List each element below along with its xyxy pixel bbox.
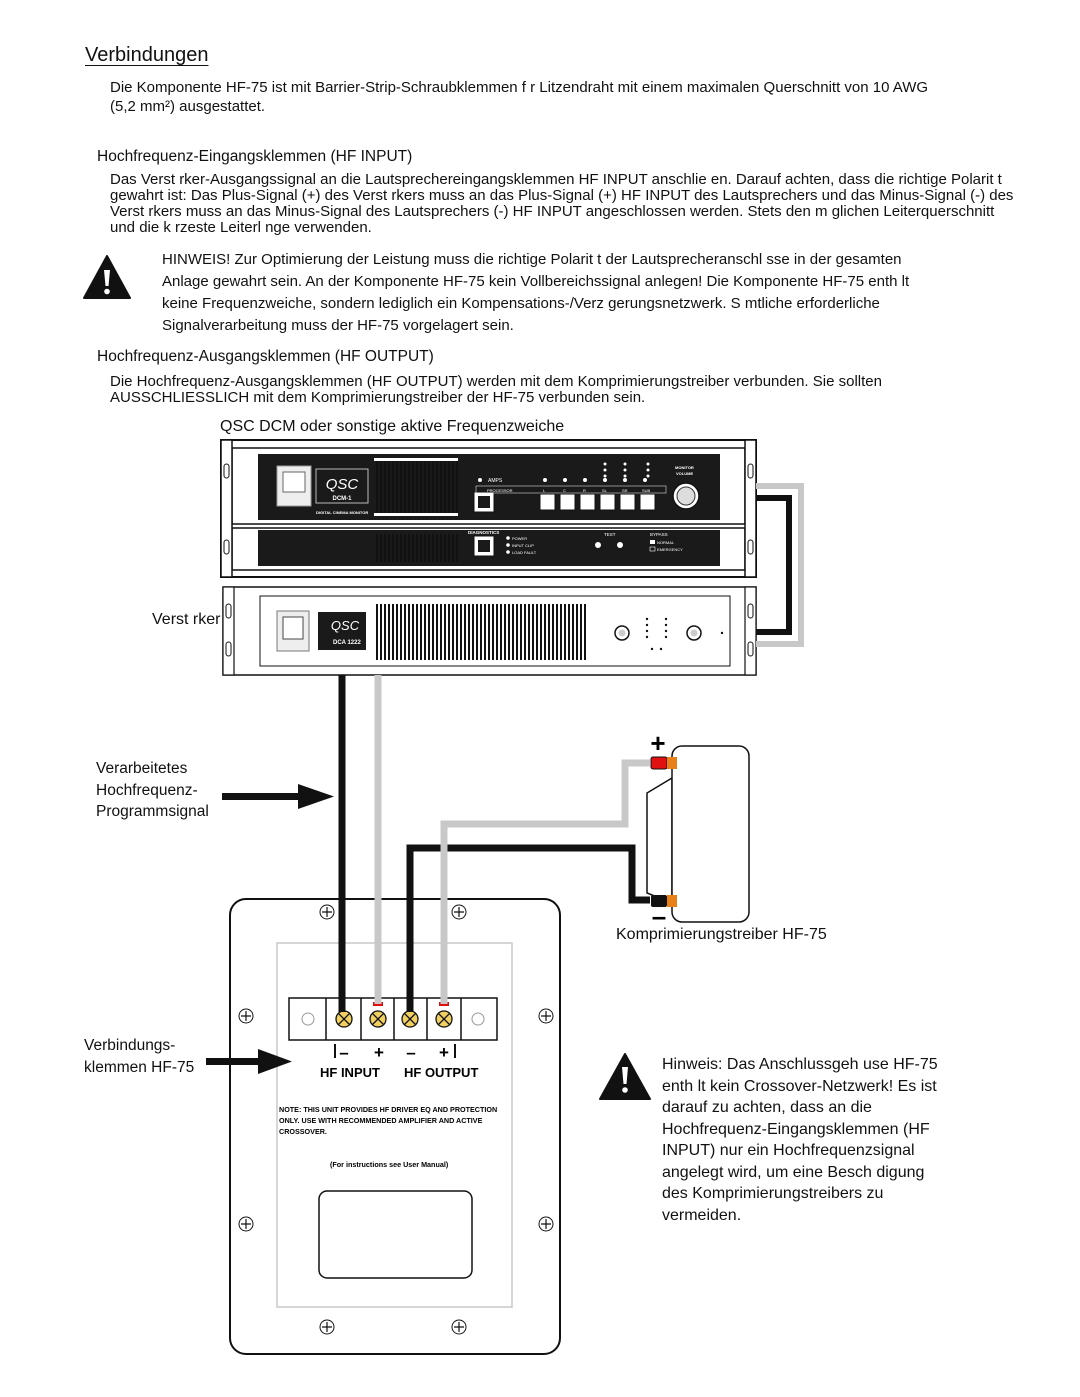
intro-line-2: (5,2 mm²) ausgestattet. <box>110 98 266 115</box>
side-note-line: des Komprimierungstreibers zu <box>662 1185 884 1202</box>
channel-label: SUB <box>642 488 651 493</box>
hf75-plate <box>230 899 560 1354</box>
side-note-line: INPUT) nur ein Hochfrequenzsignal <box>662 1142 915 1159</box>
warning-icon <box>600 1054 650 1099</box>
intro-line-1: Die Komponente HF-75 ist mit Barrier-Strip-Schraubklemmen f r Litzendraht mit einem maximalen Querschnitt von 10 AWG <box>110 79 929 96</box>
processor-processor-label: PROCESSOR <box>487 488 513 493</box>
side-note-line: Hochfrequenz-Eingangsklemmen (HF <box>662 1121 930 1138</box>
hf-output-plate-label: HF OUTPUT <box>404 1065 479 1080</box>
signal-label-line: Hochfrequenz- <box>96 782 198 799</box>
terminals-label-line: klemmen HF-75 <box>84 1059 195 1076</box>
compression-driver <box>647 746 749 922</box>
terminals-label-line: Verbindungs- <box>84 1037 176 1054</box>
channel-label: R <box>583 488 586 493</box>
processor-amps-label: AMPS <box>488 478 503 484</box>
hf-input-line: Das Verst rker-Ausgangssignal an die Lautsprechereingangsklemmen HF INPUT anschlie en. Darauf achten, dass die richtige Polarit t <box>110 171 1002 188</box>
side-note-line: angelegt wird, um eine Besch digung <box>662 1164 925 1181</box>
driver-minus-sign: – <box>651 901 667 931</box>
side-note-line: Hinweis: Das Anschlussgeh use HF-75 <box>662 1056 938 1073</box>
page-title: Verbindungen <box>85 44 209 66</box>
hf-input-minus: – <box>339 1043 349 1062</box>
channel-label: C <box>563 488 566 493</box>
processor-unit <box>221 440 756 577</box>
channel-label: L <box>543 488 546 493</box>
diag-item: LOAD FAULT <box>512 550 537 555</box>
signal-label-line: Programmsignal <box>96 803 209 820</box>
hf-input-line: gewahrt ist: Das Plus-Signal (+) des Verst rkers muss an das Plus-Signal (+) HF INPUT des Lautsprechers und das Minus-Signal (-) des <box>110 187 1014 204</box>
processor-subtitle: DIGITAL CINEMA MONITOR <box>316 510 369 515</box>
diag-item: INPUT CLIP <box>512 543 534 548</box>
processor-brand: QSC <box>325 476 359 493</box>
warning-note-line: Anlage gewahrt sein. An der Komponente HF-75 kein Vollbereichssignal anlegen! Die Komponente HF-75 enth lt <box>162 273 910 290</box>
hf-input-line: und die k rzeste Leiterl nge verwenden. <box>110 219 372 236</box>
hf-input-plus: + <box>374 1043 384 1062</box>
warning-note-line: keine Frequenzweiche, sondern lediglich ein Kompensations-/Verz gerungsnetzwerk. S mtliche erforderliche <box>162 295 880 312</box>
side-note-line: enth lt kein Crossover-Netzwerk! Es ist <box>662 1078 937 1095</box>
amplifier-label: Verst rker <box>152 611 221 628</box>
processor-caption: QSC DCM oder sonstige aktive Frequenzweiche <box>220 418 565 435</box>
plate-note-line: NOTE: THIS UNIT PROVIDES HF DRIVER EQ AND PROTECTION <box>279 1105 498 1114</box>
amplifier-brand: QSC <box>330 618 360 633</box>
diagnostics-label: DIAGNOSTICS <box>468 530 500 535</box>
channel-label: SR <box>622 488 628 493</box>
bypass-label: BYPASS <box>650 532 668 537</box>
signal-arrow <box>222 784 334 809</box>
warning-note-line: Signalverarbeitung muss der HF-75 vorgelagert sein. <box>162 317 514 334</box>
processor-model: DCM-1 <box>332 496 352 502</box>
plate-instructions: (For instructions see User Manual) <box>330 1160 449 1169</box>
hf-output-line: Die Hochfrequenz-Ausgangsklemmen (HF OUTPUT) werden mit dem Komprimierungstreiber verbunden. Sie sollten <box>110 373 882 390</box>
monitor-label: MONITOR <box>675 465 694 470</box>
test-label: TEST <box>604 532 616 537</box>
hf-output-heading: Hochfrequenz-Ausgangsklemmen (HF OUTPUT) <box>97 348 434 365</box>
amplifier-model: DCA 1222 <box>333 640 361 646</box>
hf-input-plate-label: HF INPUT <box>320 1065 380 1080</box>
driver-plus-sign: + <box>650 728 666 758</box>
side-note-line: darauf zu achten, dass an die <box>662 1099 872 1116</box>
signal-label-line: Verarbeitetes <box>96 760 188 777</box>
hf-input-heading: Hochfrequenz-Eingangsklemmen (HF INPUT) <box>97 148 413 165</box>
plate-note-line: CROSSOVER. <box>279 1127 327 1136</box>
hf-output-line: AUSSCHLIESSLICH mit dem Komprimierungstreiber der HF-75 verbunden sein. <box>110 389 646 406</box>
bypass-item: NORMAL <box>657 540 675 545</box>
hf-output-minus: – <box>406 1043 416 1062</box>
plate-note-line: ONLY. USE WITH RECOMMENDED AMPLIFIER AND ACTIVE <box>279 1116 483 1125</box>
side-note-line: vermeiden. <box>662 1207 742 1224</box>
amplifier-unit <box>223 587 756 675</box>
bypass-item: EMERGENCY <box>657 547 683 552</box>
diag-item: POWER <box>512 536 528 541</box>
channel-label: SL <box>602 488 607 493</box>
hf-output-plus: + <box>439 1043 449 1062</box>
hf-input-line: Verst rkers muss an das Minus-Signal des Lautsprechers (-) HF INPUT angeschlossen werden. Stets den m glichen Leiterquerschnitt <box>110 203 995 220</box>
warning-note-line: HINWEIS! Zur Optimierung der Leistung muss die richtige Polarit t der Lautsprecheranschl sse in der gesamten <box>162 251 902 268</box>
volume-label: VOLUME <box>676 471 694 476</box>
driver-label: Komprimierungstreiber HF-75 <box>616 926 827 943</box>
